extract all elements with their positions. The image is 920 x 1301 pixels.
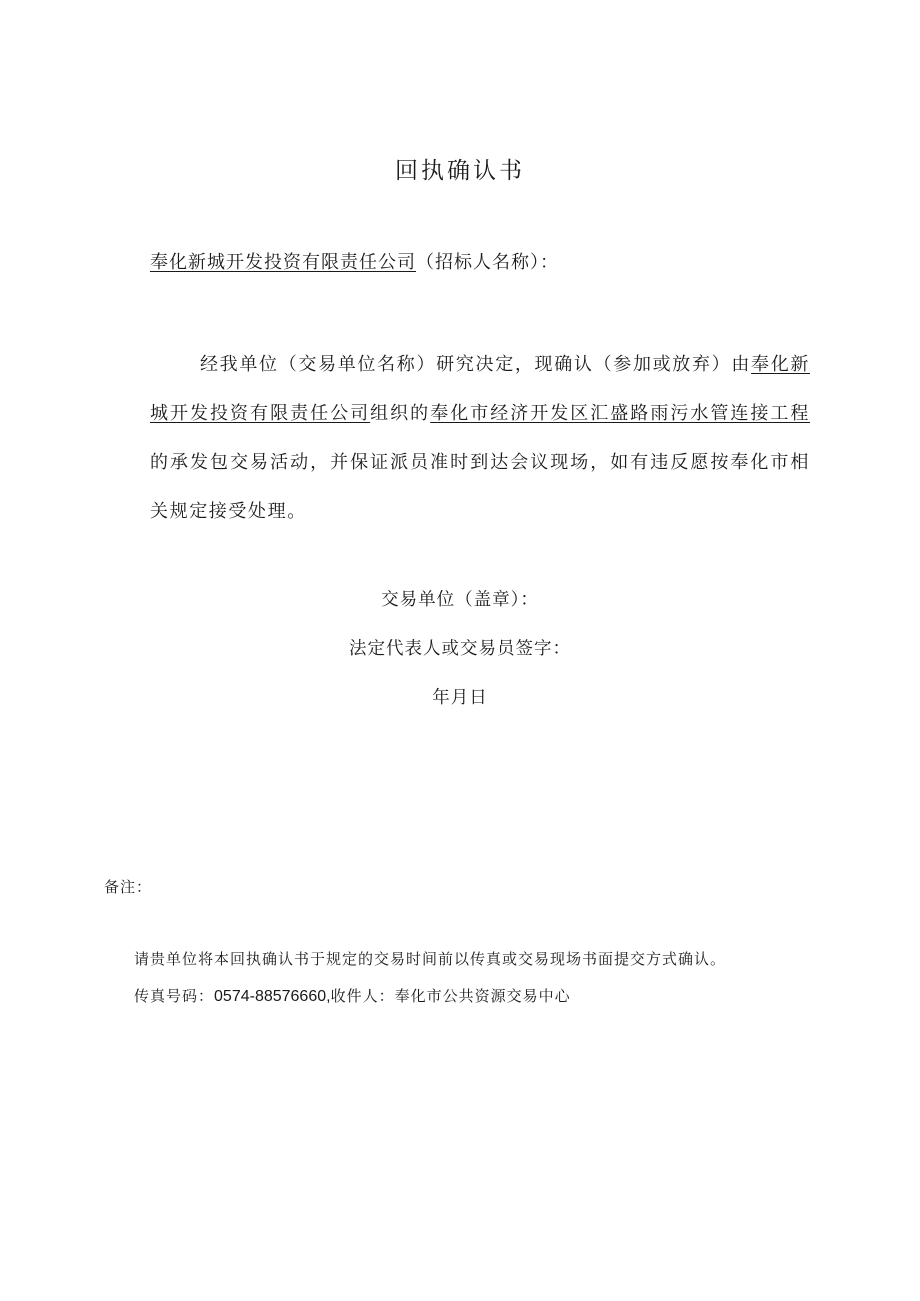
fax-number: 0574-88576660, — [214, 988, 331, 1005]
body-organized: 组织的 — [370, 403, 431, 424]
confirmation-body — [150, 340, 810, 536]
signature-date: 年月日 — [432, 688, 488, 708]
fax-label: 传真号码： — [134, 987, 215, 1005]
addressee-company: 奉化新城开发投资有限责任公司 — [150, 252, 416, 273]
body-company: 奉化新城开发投资有限责任公司 — [150, 354, 810, 424]
body-closing: 的承发包交易活动，并保证派员准时到达会议现场，如有违反愿按奉化市相关规定接受处理。 — [150, 452, 810, 522]
note-fax-line — [134, 985, 571, 1006]
body-intro: 经我单位（交易单位名称）研究决定，现确认（参加或放弃）由 — [200, 354, 752, 375]
notes-label: 备注： — [104, 878, 153, 896]
recipient: 收件人：奉化市公共资源交易中心 — [330, 987, 571, 1005]
addressee-line — [150, 248, 559, 274]
note-instruction: 请贵单位将本回执确认书于规定的交易时间前以传真或交易现场书面提交方式确认。 — [134, 950, 727, 968]
body-project: 奉化市经济开发区汇盛路雨污水管连接工程 — [430, 403, 810, 424]
document-title: 回执确认书 — [395, 158, 525, 184]
signature-representative: 法定代表人或交易员签字： — [349, 639, 571, 659]
addressee-suffix: （招标人名称）： — [416, 252, 559, 273]
signature-unit-stamp: 交易单位（盖章）： — [381, 590, 539, 610]
